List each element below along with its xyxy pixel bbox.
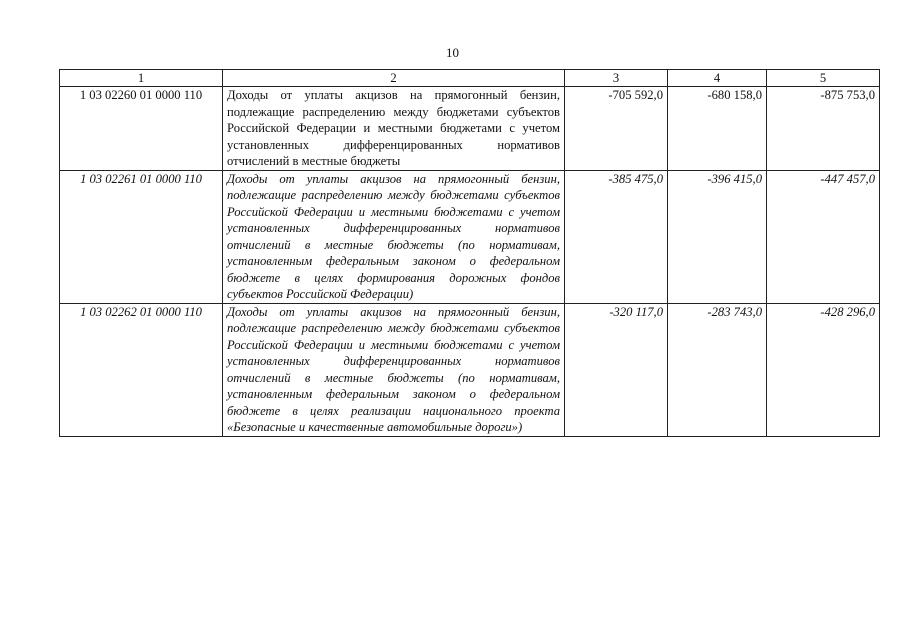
row-code: 1 03 02262 01 0000 110 [60,303,223,436]
table-row [60,87,880,171]
table-row [60,303,880,436]
row-description: Доходы от уплаты акцизов на прямогонный бензин, подлежащие распределению между бюджетами субъектов Российской Федерации и местными бюджетами с учетом установленных дифференцированных нормативов отчислений в местные бюджеты [223,87,565,171]
table-row [60,170,880,303]
column-header-1: 1 [60,70,223,87]
row-value-col5: -428 296,0 [767,303,880,436]
row-value-col5: -875 753,0 [767,87,880,171]
row-description: Доходы от уплаты акцизов на прямогонный бензин, подлежащие распределению между бюджетами субъектов Российской Федерации и местными бюджетами с учетом установленных дифференцированных нормативов отчислений в местные бюджеты (по нормативам, установленным федеральным законом о федеральном бюджете в целях реализации национального проекта «Безопасные и качественные автомобильные дороги») [223,303,565,436]
row-value-col4: -396 415,0 [668,170,767,303]
column-header-2: 2 [223,70,565,87]
row-description: Доходы от уплаты акцизов на прямогонный бензин, подлежащие распределению между бюджетами субъектов Российской Федерации и местными бюджетами с учетом установленных дифференцированных нормативов отчислений в местные бюджеты (по нормативам, установленным федеральным законом о федеральном бюджете в целях формирования дорожных фондов субъектов Российской Федерации) [223,170,565,303]
row-value-col4: -680 158,0 [668,87,767,171]
column-header-5: 5 [767,70,880,87]
row-value-col5: -447 457,0 [767,170,880,303]
row-value-col3: -385 475,0 [565,170,668,303]
row-value-col3: -705 592,0 [565,87,668,171]
row-code: 1 03 02260 01 0000 110 [60,87,223,171]
column-header-4: 4 [668,70,767,87]
budget-revenue-table [59,69,880,437]
page-number: 10 [446,45,459,60]
table-header-row [60,70,880,87]
row-value-col4: -283 743,0 [668,303,767,436]
column-header-3: 3 [565,70,668,87]
row-value-col3: -320 117,0 [565,303,668,436]
row-code: 1 03 02261 01 0000 110 [60,170,223,303]
